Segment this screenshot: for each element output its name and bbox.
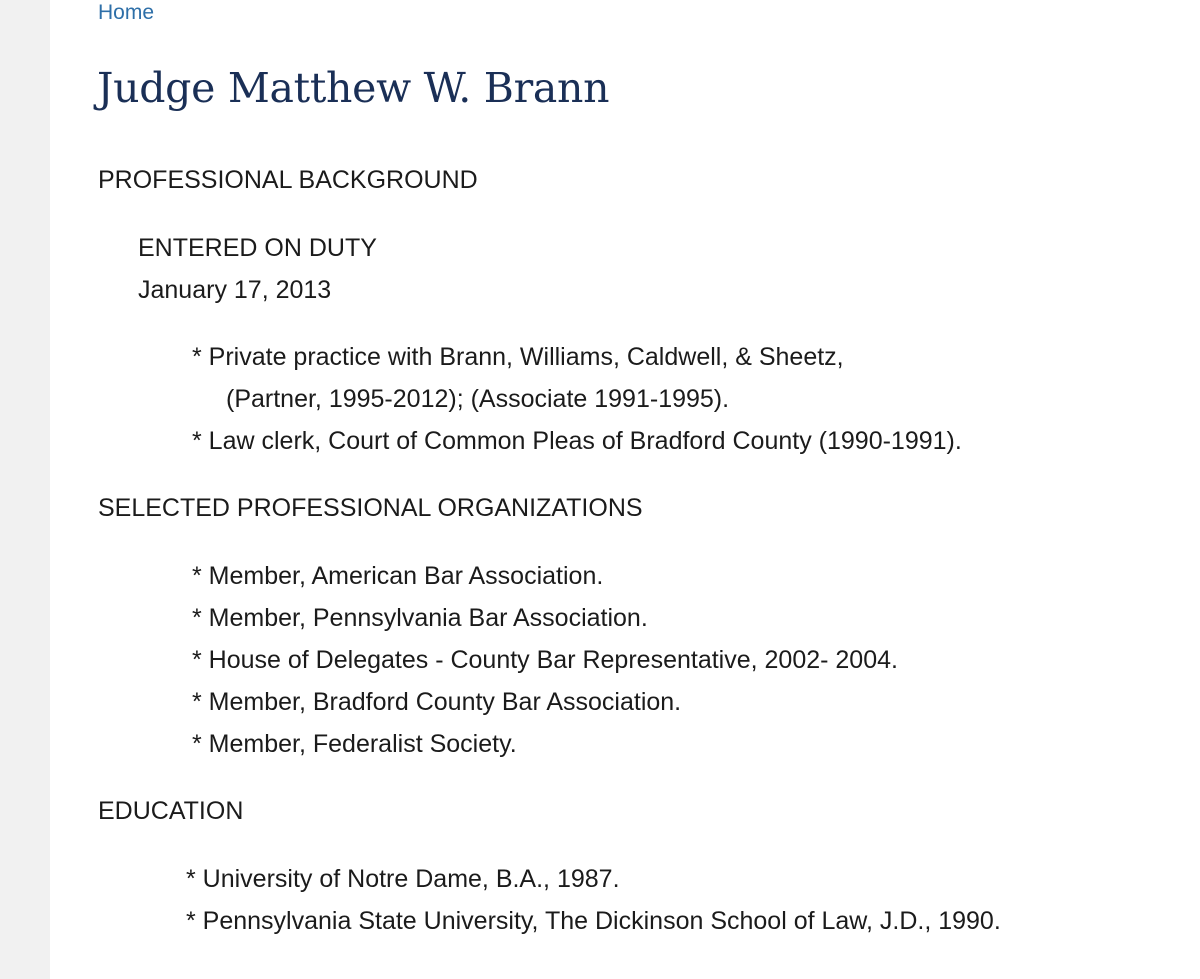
page-title: Judge Matthew W. Brann bbox=[97, 64, 610, 112]
background-item: * Law clerk, Court of Common Pleas of Bradford County (1990-1991). bbox=[192, 427, 962, 455]
entered-on-duty-label: ENTERED ON DUTY bbox=[138, 234, 377, 262]
section-heading-organizations: SELECTED PROFESSIONAL ORGANIZATIONS bbox=[98, 494, 643, 522]
education-item: * University of Notre Dame, B.A., 1987. bbox=[186, 865, 620, 893]
organization-item: * Member, American Bar Association. bbox=[192, 562, 604, 590]
organization-item: * Member, Bradford County Bar Association. bbox=[192, 688, 682, 716]
background-item-continuation: (Partner, 1995-2012); (Associate 1991-1995). bbox=[226, 385, 730, 413]
left-gutter bbox=[0, 0, 50, 979]
section-heading-professional-background: PROFESSIONAL BACKGROUND bbox=[98, 166, 478, 194]
entered-on-duty-date: January 17, 2013 bbox=[138, 276, 332, 304]
section-heading-education: EDUCATION bbox=[98, 797, 244, 825]
organization-item: * Member, Pennsylvania Bar Association. bbox=[192, 604, 648, 632]
background-item: * Private practice with Brann, Williams, Caldwell, & Sheetz, bbox=[192, 343, 844, 371]
organization-item: * House of Delegates - County Bar Representative, 2002- 2004. bbox=[192, 646, 898, 674]
organization-item: * Member, Federalist Society. bbox=[192, 730, 517, 758]
breadcrumb-home-link[interactable]: Home bbox=[98, 1, 155, 24]
education-item: * Pennsylvania State University, The Dickinson School of Law, J.D., 1990. bbox=[186, 907, 1001, 935]
